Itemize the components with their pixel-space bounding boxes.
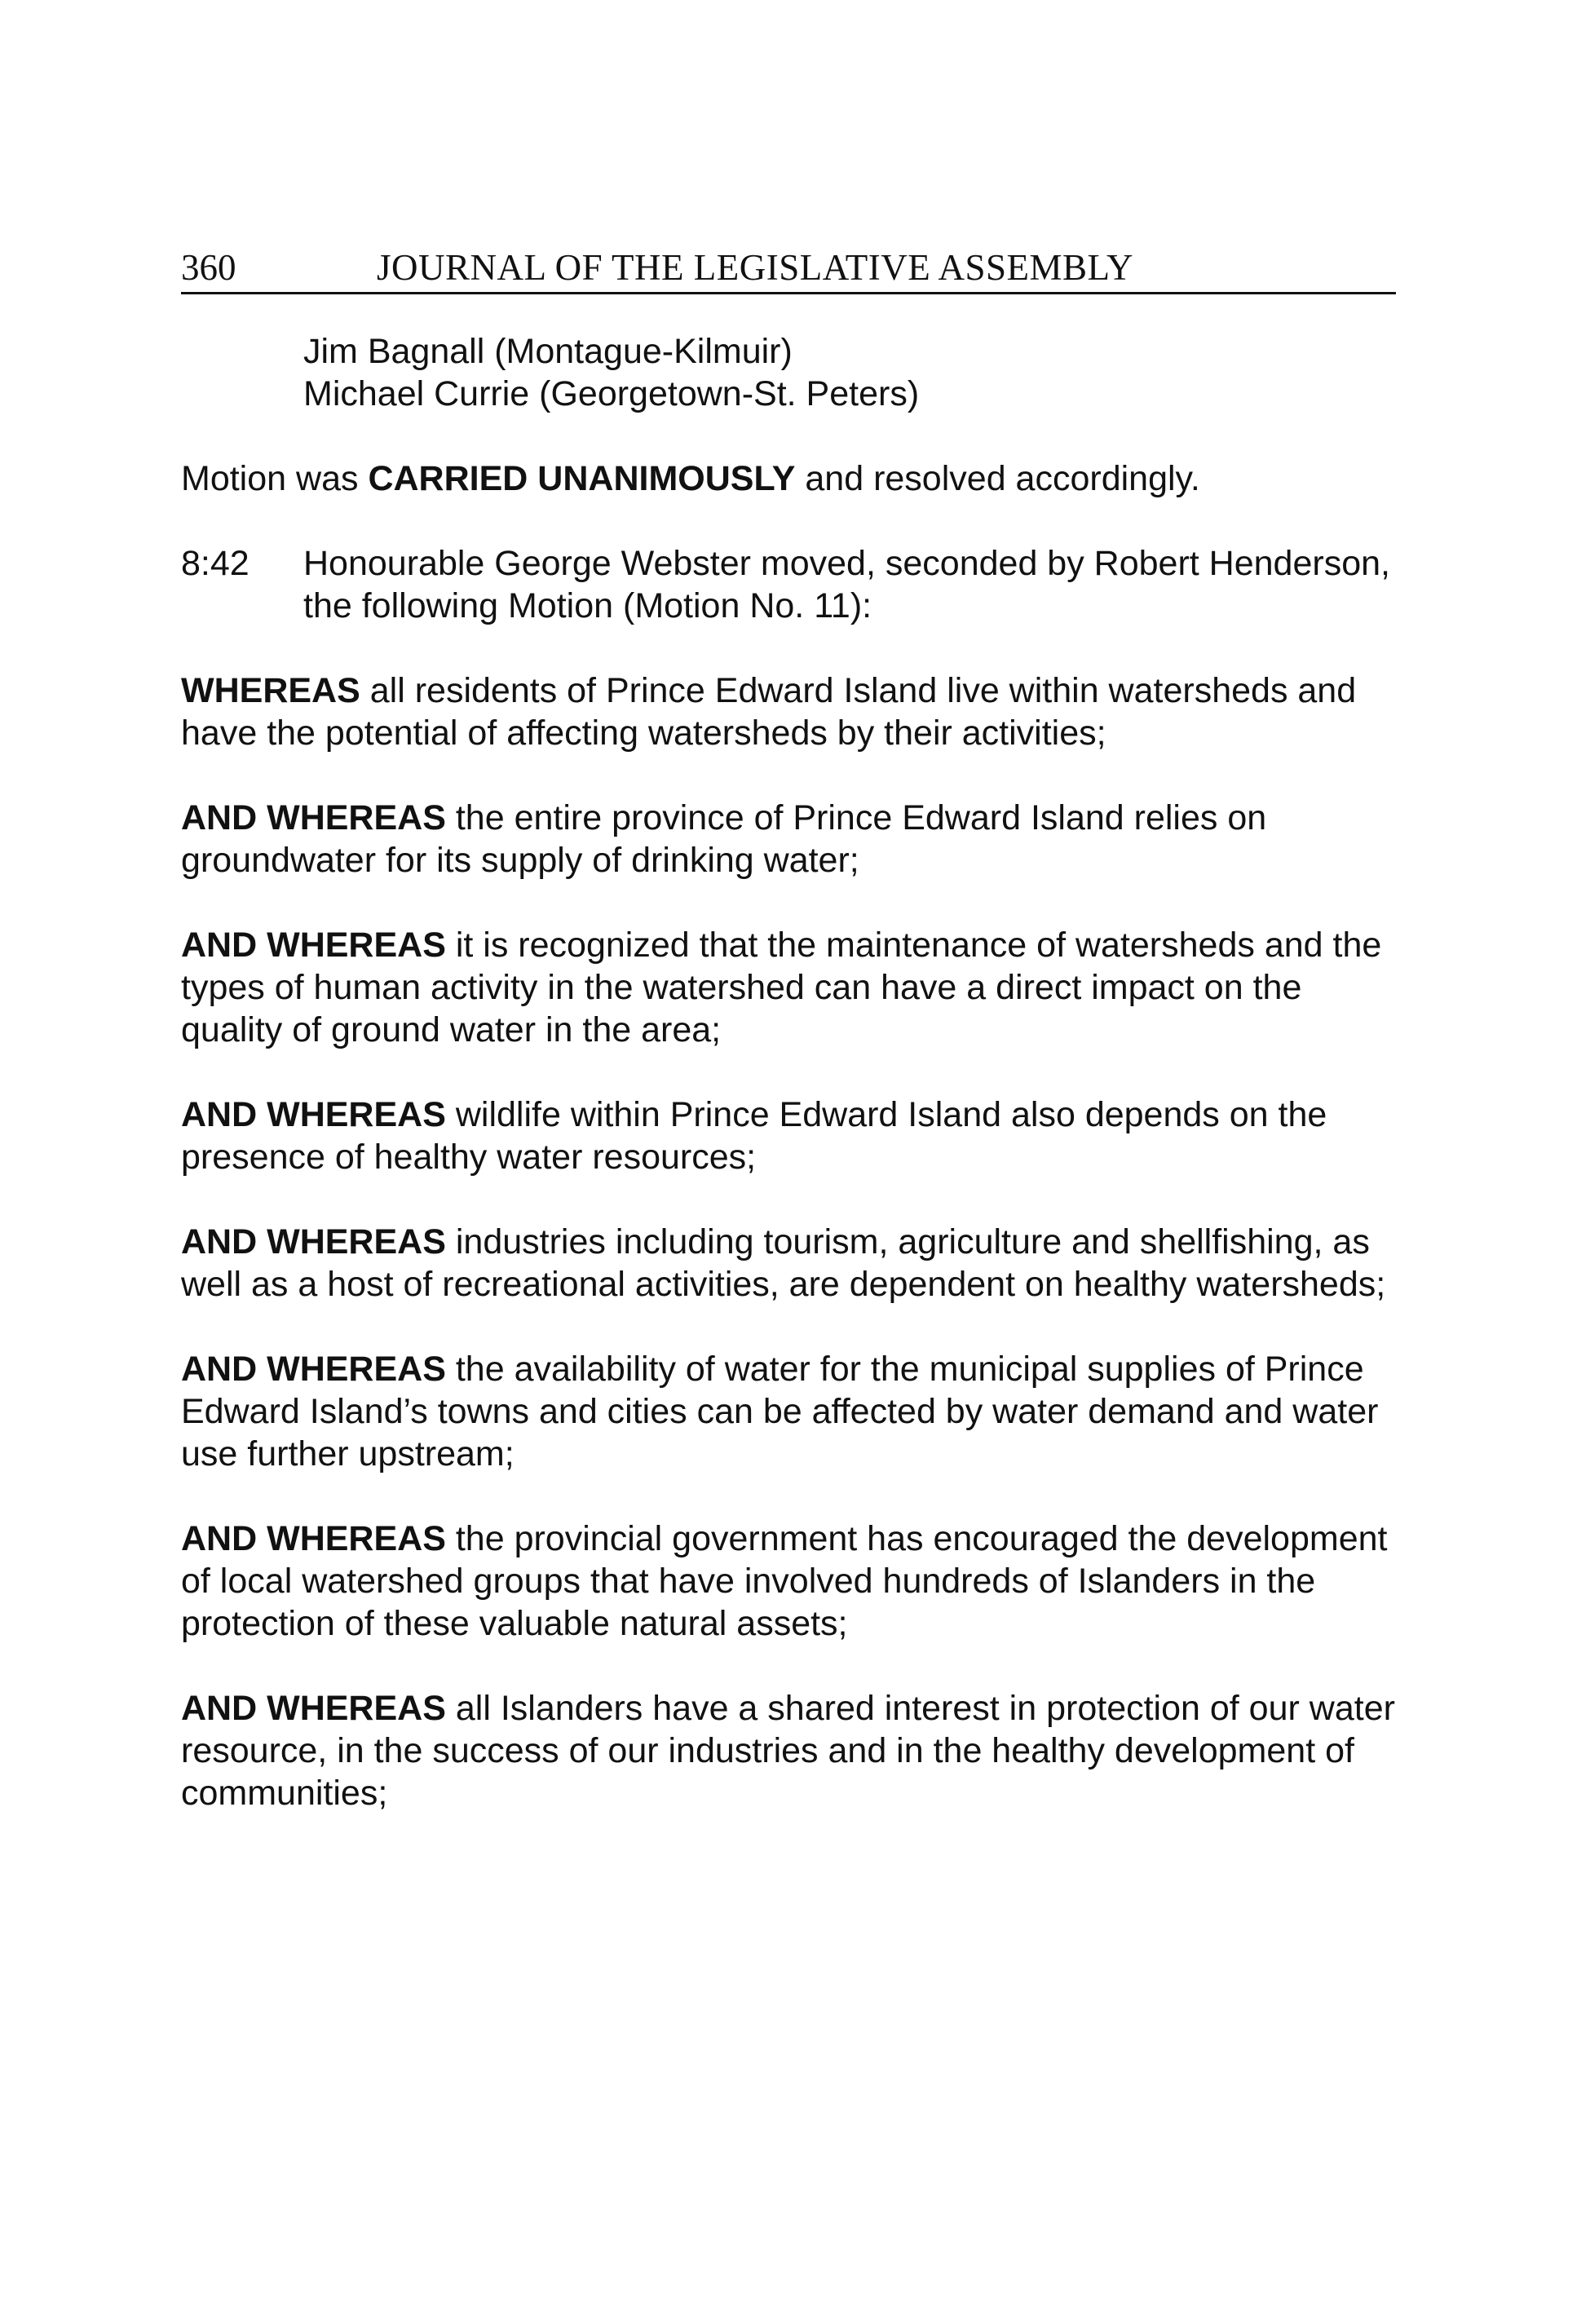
whereas-clause bbox=[181, 797, 1404, 881]
whereas-clause bbox=[181, 1094, 1404, 1178]
clause-text: it is recognized that the maintenance of watersheds and the types of human activity in the watershed can have a direct impact on the quality of ground water in the area; bbox=[181, 926, 1382, 1049]
clause-lead: AND WHEREAS bbox=[181, 798, 446, 837]
clause-lead: WHEREAS bbox=[181, 671, 360, 710]
whereas-clause bbox=[181, 1221, 1404, 1306]
member-name: Michael Currie (Georgetown-St. Peters) bbox=[303, 374, 920, 413]
member-name: Jim Bagnall (Montague-Kilmuir) bbox=[303, 332, 793, 371]
motion-result-suffix: and resolved accordingly. bbox=[795, 459, 1200, 498]
page-number: 360 bbox=[181, 247, 236, 288]
page-header bbox=[181, 243, 1396, 294]
clause-text: the availability of water for the municipal supplies of Prince Edward Island’s towns and cities can be affected by water demand and water use further upstream; bbox=[181, 1350, 1379, 1473]
clause-text: wildlife within Prince Edward Island also depends on the presence of healthy water resources; bbox=[181, 1095, 1327, 1177]
clause-text: all Islanders have a shared interest in protection of our water resource, in the success of our industries and in the healthy development of communities; bbox=[181, 1689, 1395, 1813]
clause-lead: AND WHEREAS bbox=[181, 1095, 446, 1134]
clause-lead: AND WHEREAS bbox=[181, 926, 446, 965]
entry-text: Honourable George Webster moved, seconded by Robert Henderson, the following Motion (Motion No. 11): bbox=[303, 544, 1390, 625]
journal-content bbox=[181, 330, 1404, 1857]
whereas-clause bbox=[181, 924, 1404, 1051]
clause-text: the entire province of Prince Edward Island relies on groundwater for its supply of drinking water; bbox=[181, 798, 1267, 880]
clause-text: industries including tourism, agriculture and shellfishing, as well as a host of recreational activities, are dependent on healthy watersheds; bbox=[181, 1222, 1386, 1304]
clause-text: the provincial government has encouraged the development of local watershed groups that have involved hundreds of Islanders in the protection of these valuable natural assets; bbox=[181, 1519, 1388, 1643]
clause-lead: AND WHEREAS bbox=[181, 1222, 446, 1261]
whereas-clause bbox=[181, 1518, 1404, 1645]
entry-time: 8:42 bbox=[181, 544, 250, 583]
motion-result-prefix: Motion was bbox=[181, 459, 369, 498]
clause-lead: AND WHEREAS bbox=[181, 1350, 446, 1389]
clause-text: all residents of Prince Edward Island live within watersheds and have the potential of affecting watersheds by their activities; bbox=[181, 671, 1357, 753]
motion-result bbox=[181, 457, 1404, 500]
clause-lead: AND WHEREAS bbox=[181, 1689, 446, 1728]
clause-lead: AND WHEREAS bbox=[181, 1519, 446, 1558]
whereas-clause bbox=[181, 1348, 1404, 1475]
motion-result-verdict: CARRIED UNANIMOUSLY bbox=[368, 459, 796, 498]
whereas-clause bbox=[181, 1687, 1404, 1814]
whereas-clause bbox=[181, 669, 1404, 754]
journal-entry bbox=[181, 542, 1404, 627]
journal-title: JOURNAL OF THE LEGISLATIVE ASSEMBLY bbox=[377, 247, 1134, 288]
members-list bbox=[303, 330, 1404, 415]
